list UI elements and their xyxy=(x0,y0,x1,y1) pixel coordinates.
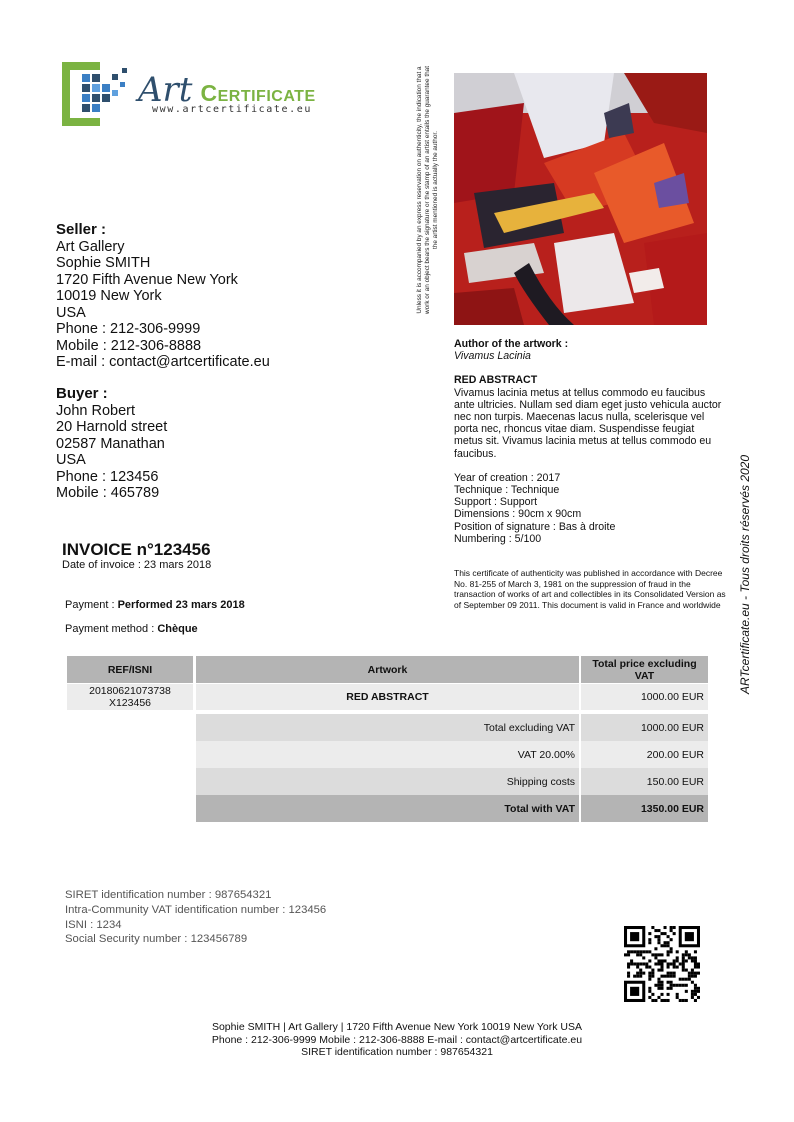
footer-line: Phone : 212-306-9999 Mobile : 212-306-8888 E-mail : contact@artcertificate.eu xyxy=(211,1033,583,1046)
seller-line: Sophie SMITH xyxy=(56,255,151,271)
artwork-description: Vivamus lacinia metus at tellus commodo eu faucibus ante ultricies. Nullam sed diam eget justo vehicula auctor nec non turpis. Maecenas lacus nulla, scelerisque vel porta nec, rhoncus vitae diam. Suspendisse feugiat metus sit. Vivamus lacinia metus at tellus commodo eu faucibus. xyxy=(454,386,722,460)
seller-line: Phone : 212-306-9999 xyxy=(56,321,201,337)
row-ref-line: X123456 xyxy=(108,697,152,709)
buyer-line: 02587 Manathan xyxy=(56,435,165,452)
id-line: Social Security number : 123456789 xyxy=(65,933,248,946)
row-price: 1000.00 EUR xyxy=(581,684,708,710)
invoice-date: Date of invoice : 23 mars 2018 xyxy=(62,559,212,571)
seller-line: Mobile : 212-306-8888 xyxy=(56,337,202,354)
buyer-line: John Robert xyxy=(56,402,135,419)
logo-art-text: Art xyxy=(138,70,193,110)
artwork-signature-position: Position of signature : Bas à droite xyxy=(454,520,616,533)
row-artwork: RED ABSTRACT xyxy=(196,684,579,710)
header-total: Total price excluding VAT xyxy=(581,656,708,683)
payment-value: Performed 23 mars 2018 xyxy=(117,599,245,611)
artwork-year: Year of creation : 2017 xyxy=(454,471,561,484)
authenticity-disclaimer: Unless it is accompanied by an express reservation on authenticity, the indication that a work or an object bears the signature or the stamp of an artist entails the guarantee that the artist mentioned is actually the author. xyxy=(416,66,439,314)
summary-label: Total excluding VAT xyxy=(196,714,579,741)
invoice-title: INVOICE n°123456 xyxy=(62,540,211,559)
seller-line: USA xyxy=(56,304,86,321)
artwork-technique: Technique : Technique xyxy=(454,484,560,497)
author-name: Vivamus Lacinia xyxy=(454,350,531,363)
header-artwork: Artwork xyxy=(196,656,579,683)
seller-heading: Seller : xyxy=(56,221,107,238)
header-ref: REF/ISNI xyxy=(67,656,193,683)
qr-code-icon xyxy=(624,926,700,1002)
row-ref-line: 20180621073738 xyxy=(89,685,171,697)
summary-value: 200.00 EUR xyxy=(581,741,708,768)
buyer-line: USA xyxy=(56,452,86,468)
logo-certificate-text: Certificate xyxy=(200,80,316,106)
artwork-numbering: Numbering : 5/100 xyxy=(454,532,542,545)
logo-url: www.artcertificate.eu xyxy=(152,104,313,115)
buyer-heading: Buyer : xyxy=(56,385,108,402)
artwork-dimensions: Dimensions : 90cm x 90cm xyxy=(454,508,582,521)
buyer-line: Phone : 123456 xyxy=(56,468,159,485)
artwork-image xyxy=(454,73,707,325)
payment-method-value: Chèque xyxy=(157,623,198,635)
summary-label: Shipping costs xyxy=(196,768,579,795)
payment-label: Payment : xyxy=(65,599,118,611)
brand-logo xyxy=(60,60,340,130)
row-ref xyxy=(67,684,193,710)
summary-value: 1000.00 EUR xyxy=(581,714,708,741)
artwork-details xyxy=(454,338,724,545)
seller-line: 1720 Fifth Avenue New York xyxy=(56,271,238,288)
buyer-line: 20 Harnold street xyxy=(56,419,168,435)
identification-numbers xyxy=(65,888,326,947)
summary-label: VAT 20.00% xyxy=(196,741,579,768)
seller-block xyxy=(56,222,270,371)
art-certificate-logo-icon xyxy=(60,60,140,128)
buyer-block xyxy=(56,386,167,502)
summary-value-total: 1350.00 EUR xyxy=(581,795,708,822)
payment-method-label: Payment method : xyxy=(65,623,158,635)
seller-line: 10019 New York xyxy=(56,288,162,304)
seller-line: E-mail : contact@artcertificate.eu xyxy=(56,354,270,370)
footer-line: Sophie SMITH | Art Gallery | 1720 Fifth Avenue New York 10019 New York USA xyxy=(211,1021,583,1033)
artwork-support: Support : Support xyxy=(454,496,538,509)
id-line: SIRET identification number : 987654321 xyxy=(65,889,272,901)
author-label: Author of the artwork : xyxy=(454,338,569,350)
artwork-title: RED ABSTRACT xyxy=(454,374,538,387)
legal-note: This certificate of authenticity was published in accordance with Decree No. 81-255 of March 3, 1981 on the suppression of fraud in the transaction of works of art and collectibles in its Consolidated Version as of September 09 2011. This document is valid in France and worldwide xyxy=(454,568,726,610)
id-line: Intra-Community VAT identification number : 123456 xyxy=(65,903,327,916)
rights-notice: ARTcertificate.eu - Tous droits réservés 2020 xyxy=(738,454,752,694)
id-line: ISNI : 1234 xyxy=(65,918,122,931)
seller-line: Art Gallery xyxy=(56,238,125,255)
summary-label-total: Total with VAT xyxy=(196,795,579,822)
payment-method xyxy=(65,623,198,635)
payment-status xyxy=(65,599,245,611)
buyer-line: Mobile : 465789 xyxy=(56,485,160,501)
footer xyxy=(0,1021,794,1059)
footer-line: SIRET identification number : 987654321 xyxy=(301,1046,493,1059)
summary-value: 150.00 EUR xyxy=(581,768,708,795)
